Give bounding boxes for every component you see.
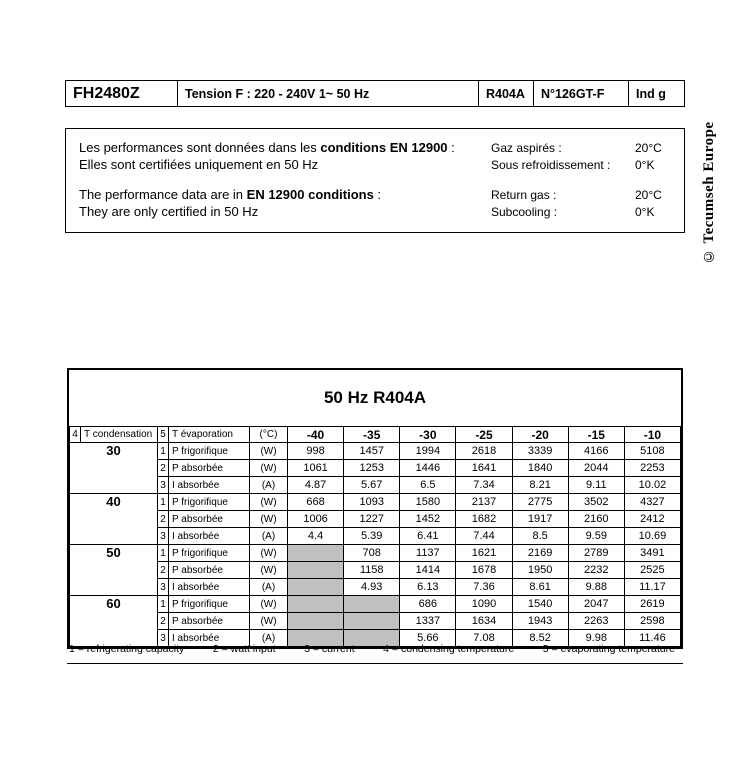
value-cell: 1137 bbox=[400, 545, 456, 562]
row-name: P absorbée bbox=[172, 615, 223, 627]
evap-temp-header: -40 bbox=[288, 427, 344, 443]
condensation-temp-value: 30 bbox=[70, 443, 158, 494]
row-label-cell bbox=[158, 477, 250, 494]
fr-line1-pre: Les performances sont données dans les bbox=[79, 140, 321, 155]
value-cell: 1634 bbox=[456, 613, 512, 630]
table-row bbox=[70, 596, 681, 613]
row-label-cell bbox=[158, 528, 250, 545]
unit-cell: (W) bbox=[250, 613, 288, 630]
conditions-fr-line1 bbox=[79, 139, 491, 156]
value-cell: 1093 bbox=[344, 494, 400, 511]
spacer bbox=[491, 174, 671, 187]
value-cell: 1337 bbox=[400, 613, 456, 630]
row-name: I absorbée bbox=[172, 632, 220, 644]
value-cell: 1840 bbox=[512, 460, 568, 477]
condensation-header-number: 4 bbox=[70, 427, 81, 442]
value-cell: 668 bbox=[288, 494, 344, 511]
table-row bbox=[70, 443, 681, 460]
row-name: P absorbée bbox=[172, 462, 223, 474]
row-name: I absorbée bbox=[172, 530, 220, 542]
value-cell: 2618 bbox=[456, 443, 512, 460]
row-number: 2 bbox=[158, 562, 169, 578]
row-label-cell bbox=[158, 443, 250, 460]
value-cell: 10.69 bbox=[624, 528, 680, 545]
row-number: 2 bbox=[158, 460, 169, 476]
conditions-box bbox=[65, 128, 685, 233]
legend-watt-input: 2 = watt input bbox=[212, 643, 276, 655]
condensation-temp-value: 60 bbox=[70, 596, 158, 647]
tecumseh-copyright: © Tecumseh Europe bbox=[701, 121, 717, 264]
value-cell: 5108 bbox=[624, 443, 680, 460]
value-cell: 2169 bbox=[512, 545, 568, 562]
return-gas-label: Return gas : bbox=[491, 188, 557, 202]
sous-refroidissement-row bbox=[491, 157, 671, 174]
row-number: 2 bbox=[158, 613, 169, 629]
subcooling-value: 0°K bbox=[635, 205, 655, 219]
value-cell: 1682 bbox=[456, 511, 512, 528]
unit-cell: (W) bbox=[250, 443, 288, 460]
row-number: 3 bbox=[158, 477, 169, 493]
legend-evaporating-temperature: 5 = evaporating temperature bbox=[542, 643, 675, 655]
value-cell: 686 bbox=[400, 596, 456, 613]
model-number: FH2480Z bbox=[66, 81, 178, 106]
value-cell: 11.46 bbox=[624, 630, 680, 647]
condensation-temp-value: 50 bbox=[70, 545, 158, 596]
evap-temp-header: -35 bbox=[344, 427, 400, 443]
subcooling-row bbox=[491, 204, 671, 221]
row-label-cell bbox=[158, 511, 250, 528]
en-line1-post: : bbox=[373, 187, 382, 202]
condensation-temp-value: 40 bbox=[70, 494, 158, 545]
value-cell: 1090 bbox=[456, 596, 512, 613]
value-cell: 5.39 bbox=[344, 528, 400, 545]
unit-header: (°C) bbox=[250, 427, 288, 443]
row-name: P frigorifique bbox=[172, 445, 228, 457]
row-name: P frigorifique bbox=[172, 598, 228, 610]
value-cell: 6.5 bbox=[400, 477, 456, 494]
value-cell: 1994 bbox=[400, 443, 456, 460]
value-cell: 1227 bbox=[344, 511, 400, 528]
evaporation-header-number: 5 bbox=[158, 427, 169, 442]
legend-condensing-temperature: 4 = condensing temperature bbox=[383, 643, 515, 655]
performance-table bbox=[69, 426, 681, 647]
table-row bbox=[70, 562, 681, 579]
value-cell: 2137 bbox=[456, 494, 512, 511]
legend-current: 3 = current bbox=[304, 643, 355, 655]
value-cell bbox=[288, 579, 344, 596]
value-cell: 1917 bbox=[512, 511, 568, 528]
row-label-cell bbox=[158, 460, 250, 477]
value-cell: 1621 bbox=[456, 545, 512, 562]
table-row bbox=[70, 477, 681, 494]
unit-cell: (W) bbox=[250, 511, 288, 528]
evaporation-header bbox=[158, 427, 250, 443]
conditions-fr-line2: Elles sont certifiées uniquement en 50 Hz bbox=[79, 157, 319, 172]
value-cell: 1006 bbox=[288, 511, 344, 528]
value-cell: 1061 bbox=[288, 460, 344, 477]
value-cell bbox=[344, 613, 400, 630]
value-cell: 2598 bbox=[624, 613, 680, 630]
value-cell: 2160 bbox=[568, 511, 624, 528]
voltage-spec: Tension F : 220 - 240V 1~ 50 Hz bbox=[178, 81, 479, 106]
unit-cell: (W) bbox=[250, 596, 288, 613]
row-name: I absorbée bbox=[172, 479, 220, 491]
row-name: P absorbée bbox=[172, 513, 223, 525]
row-label-cell bbox=[158, 545, 250, 562]
row-name: I absorbée bbox=[172, 581, 220, 593]
gas-aspire-row bbox=[491, 140, 671, 157]
row-label-cell bbox=[158, 613, 250, 630]
value-cell: 1253 bbox=[344, 460, 400, 477]
value-cell: 998 bbox=[288, 443, 344, 460]
return-gas-row bbox=[491, 187, 671, 204]
value-cell: 7.34 bbox=[456, 477, 512, 494]
identification-bar bbox=[65, 80, 685, 107]
value-cell: 1414 bbox=[400, 562, 456, 579]
sous-refroidissement-label: Sous refroidissement : bbox=[491, 158, 611, 172]
value-cell: 10.02 bbox=[624, 477, 680, 494]
subcooling-label: Subcooling : bbox=[491, 205, 558, 219]
value-cell: 4166 bbox=[568, 443, 624, 460]
row-name: P absorbée bbox=[172, 564, 223, 576]
value-cell: 2412 bbox=[624, 511, 680, 528]
table-body bbox=[70, 443, 681, 647]
value-cell: 2044 bbox=[568, 460, 624, 477]
spacer bbox=[79, 173, 491, 186]
gas-aspire-value: 20°C bbox=[635, 141, 662, 155]
value-cell: 1452 bbox=[400, 511, 456, 528]
value-cell: 1943 bbox=[512, 613, 568, 630]
row-label-cell bbox=[158, 494, 250, 511]
evap-temp-header: -20 bbox=[512, 427, 568, 443]
value-cell: 9.11 bbox=[568, 477, 624, 494]
value-cell: 9.98 bbox=[568, 630, 624, 647]
conditions-en-line1 bbox=[79, 186, 491, 203]
unit-cell: (W) bbox=[250, 562, 288, 579]
evap-temp-header: -30 bbox=[400, 427, 456, 443]
evap-temp-header: -25 bbox=[456, 427, 512, 443]
value-cell: 4.4 bbox=[288, 528, 344, 545]
value-cell: 8.21 bbox=[512, 477, 568, 494]
return-gas-value: 20°C bbox=[635, 188, 662, 202]
refrigerant-code: R404A bbox=[479, 81, 534, 106]
value-cell: 2232 bbox=[568, 562, 624, 579]
value-cell: 3502 bbox=[568, 494, 624, 511]
value-cell: 5.67 bbox=[344, 477, 400, 494]
value-cell: 2789 bbox=[568, 545, 624, 562]
value-cell: 11.17 bbox=[624, 579, 680, 596]
motor-code: N°126GT-F bbox=[534, 81, 629, 106]
table-row bbox=[70, 613, 681, 630]
condensation-header-label: T condensation bbox=[84, 429, 153, 440]
unit-cell: (A) bbox=[250, 528, 288, 545]
unit-cell: (A) bbox=[250, 630, 288, 647]
row-label-cell bbox=[158, 596, 250, 613]
value-cell: 4.93 bbox=[344, 579, 400, 596]
conditions-en-line2: They are only certified in 50 Hz bbox=[79, 204, 259, 219]
value-cell bbox=[288, 562, 344, 579]
value-cell: 2263 bbox=[568, 613, 624, 630]
value-cell: 2619 bbox=[624, 596, 680, 613]
value-cell: 7.08 bbox=[456, 630, 512, 647]
sous-refroidissement-value: 0°K bbox=[635, 158, 655, 172]
table-row bbox=[70, 494, 681, 511]
value-cell bbox=[288, 545, 344, 562]
value-cell: 7.44 bbox=[456, 528, 512, 545]
evaporation-header-label: T évaporation bbox=[172, 429, 233, 440]
row-number: 3 bbox=[158, 630, 169, 646]
legend-refrigerating-capacity: 1 = refrigerating capacity bbox=[69, 643, 185, 655]
value-cell: 1678 bbox=[456, 562, 512, 579]
row-number: 1 bbox=[158, 545, 169, 561]
value-cell: 2525 bbox=[624, 562, 680, 579]
value-cell: 4.87 bbox=[288, 477, 344, 494]
value-cell: 4327 bbox=[624, 494, 680, 511]
table-title: 50 Hz R404A bbox=[323, 388, 427, 407]
value-cell: 8.61 bbox=[512, 579, 568, 596]
table-row bbox=[70, 579, 681, 596]
evap-temp-header: -15 bbox=[568, 427, 624, 443]
value-cell: 9.59 bbox=[568, 528, 624, 545]
unit-cell: (W) bbox=[250, 545, 288, 562]
value-cell: 3491 bbox=[624, 545, 680, 562]
table-header-row bbox=[70, 427, 681, 443]
en-line1-bold: EN 12900 conditions bbox=[246, 187, 374, 202]
row-name: P frigorifique bbox=[172, 547, 228, 559]
value-cell: 2775 bbox=[512, 494, 568, 511]
value-cell: 8.5 bbox=[512, 528, 568, 545]
row-number: 3 bbox=[158, 528, 169, 544]
value-cell: 1540 bbox=[512, 596, 568, 613]
value-cell: 1580 bbox=[400, 494, 456, 511]
fr-line1-post: : bbox=[447, 140, 455, 155]
table-row bbox=[70, 528, 681, 545]
value-cell: 7.36 bbox=[456, 579, 512, 596]
value-cell: 1950 bbox=[512, 562, 568, 579]
value-cell: 1446 bbox=[400, 460, 456, 477]
legend-row bbox=[67, 641, 683, 664]
row-number: 3 bbox=[158, 579, 169, 595]
row-number: 1 bbox=[158, 494, 169, 510]
row-number: 2 bbox=[158, 511, 169, 527]
evap-temp-header: -10 bbox=[624, 427, 680, 443]
row-number: 1 bbox=[158, 443, 169, 459]
gas-aspire-label: Gaz aspirés : bbox=[491, 141, 562, 155]
conditions-values bbox=[491, 139, 671, 232]
unit-cell: (A) bbox=[250, 579, 288, 596]
value-cell: 3339 bbox=[512, 443, 568, 460]
table-row bbox=[70, 511, 681, 528]
en-line1-pre: The performance data are in bbox=[79, 187, 247, 202]
unit-cell: (W) bbox=[250, 494, 288, 511]
row-label-cell bbox=[158, 579, 250, 596]
value-cell: 6.13 bbox=[400, 579, 456, 596]
index-code: Ind g bbox=[636, 86, 666, 101]
value-cell: 6.41 bbox=[400, 528, 456, 545]
unit-cell: (A) bbox=[250, 477, 288, 494]
value-cell: 708 bbox=[344, 545, 400, 562]
value-cell: 1641 bbox=[456, 460, 512, 477]
value-cell: 2253 bbox=[624, 460, 680, 477]
value-cell: 1158 bbox=[344, 562, 400, 579]
table-row bbox=[70, 460, 681, 477]
unit-cell: (W) bbox=[250, 460, 288, 477]
value-cell bbox=[288, 596, 344, 613]
value-cell: 2047 bbox=[568, 596, 624, 613]
value-cell: 9.88 bbox=[568, 579, 624, 596]
value-cell: 5.66 bbox=[400, 630, 456, 647]
conditions-text bbox=[79, 139, 491, 232]
condensation-header bbox=[70, 427, 158, 443]
performance-table-box bbox=[67, 368, 683, 649]
row-number: 1 bbox=[158, 596, 169, 612]
value-cell bbox=[288, 613, 344, 630]
fr-line1-bold: conditions EN 12900 bbox=[320, 140, 448, 155]
value-cell: 1457 bbox=[344, 443, 400, 460]
row-name: P frigorifique bbox=[172, 496, 228, 508]
value-cell bbox=[344, 596, 400, 613]
table-row bbox=[70, 545, 681, 562]
value-cell: 8.52 bbox=[512, 630, 568, 647]
row-label-cell bbox=[158, 562, 250, 579]
